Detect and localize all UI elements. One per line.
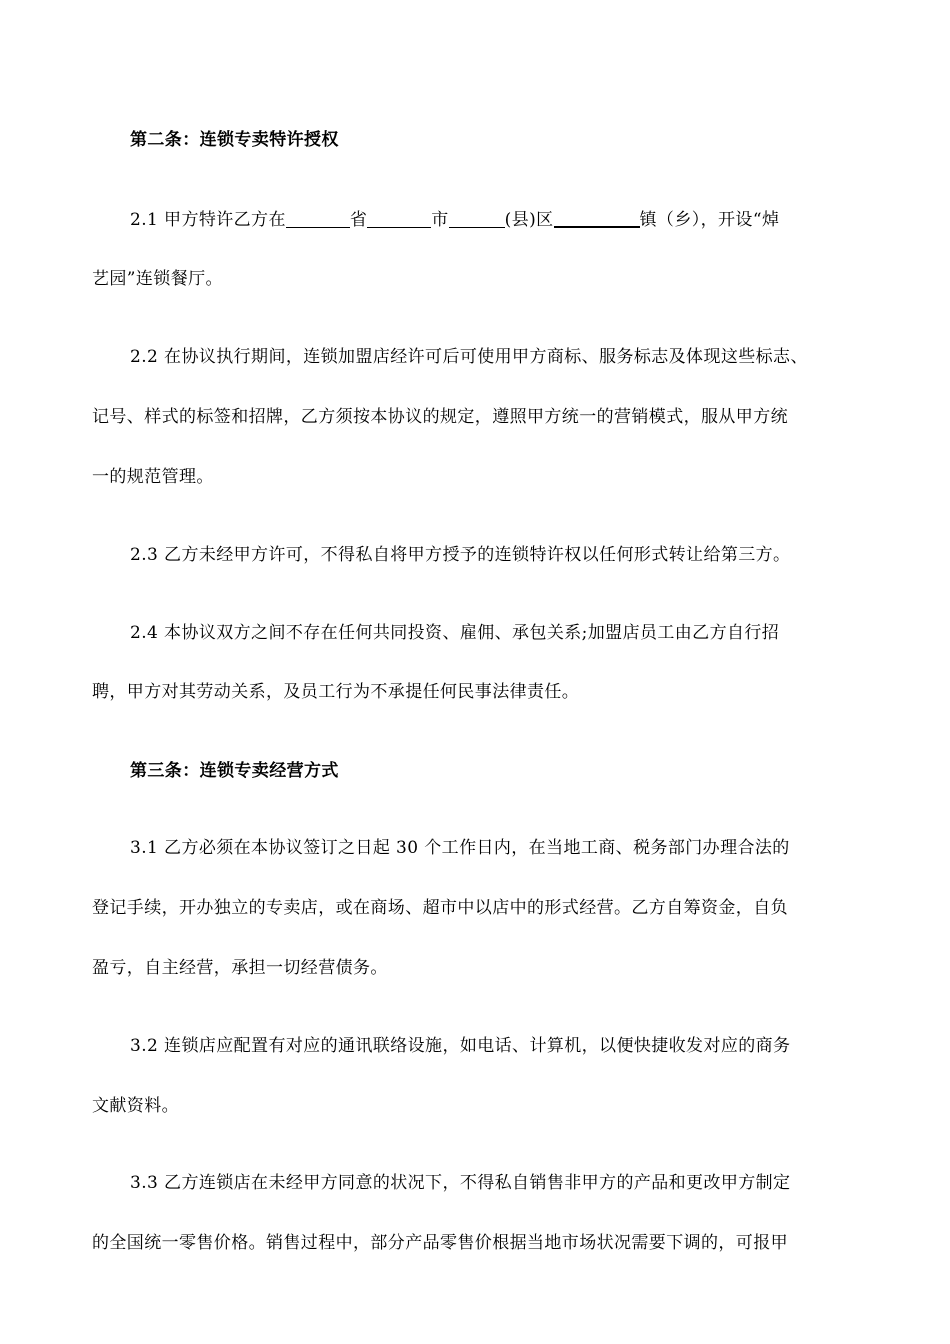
clause-2-1-text-d: (县)区 — [504, 210, 554, 230]
clause-2-2-line-3: 一的规范管理。 — [92, 467, 214, 487]
article-2-heading: 第二条：连锁专卖特许授权 — [130, 130, 339, 150]
clause-2-1-text-a: 2.1 甲方特许乙方在 — [130, 210, 286, 230]
clause-3-3-line-1: 3.3 乙方连锁店在未经甲方同意的状况下，不得私自销售非甲方的产品和更改甲方制定 — [130, 1173, 791, 1193]
clause-2-1-text-c: 市 — [431, 210, 449, 230]
clause-2-4-line-2: 聘，甲方对其劳动关系，及员工行为不承提任何民事法律责任。 — [92, 682, 580, 702]
clause-2-1-text-e: 镇（乡），开设“焯 — [639, 210, 780, 230]
clause-2-4-line-1: 2.4 本协议双方之间不存在任何共同投资、雇佣、承包关系;加盟店员工由乙方自行招 — [130, 623, 780, 643]
clause-2-1-line-2: 艺园”连锁餐厅。 — [92, 269, 223, 289]
clause-3-2-line-1: 3.2 连锁店应配置有对应的通讯联络设施，如电话、计算机，以便快捷收发对应的商务 — [130, 1036, 791, 1056]
province-blank — [286, 210, 350, 228]
clause-3-1-line-1: 3.1 乙方必须在本协议签订之日起 30 个工作日内，在当地工商、税务部门办理合法的 — [130, 838, 790, 858]
county-blank — [449, 210, 505, 228]
clause-2-2-line-1: 2.2 在协议执行期间，连锁加盟店经许可后可使用甲方商标、服务标志及体现这些标志、 — [130, 347, 808, 367]
city-blank — [367, 210, 431, 228]
clause-2-2-line-2: 记号、样式的标签和招牌，乙方须按本协议的规定，遵照甲方统一的营销模式，服从甲方统 — [92, 407, 788, 427]
clause-2-1-text-b: 省 — [349, 210, 368, 230]
town-blank — [554, 209, 640, 228]
clause-3-2-line-2: 文献资料。 — [92, 1096, 179, 1116]
clause-3-1-line-2: 登记手续，开办独立的专卖店，或在商场、超市中以店中的形式经营。乙方自筹资金，自负 — [92, 898, 788, 918]
clause-3-3-line-2: 的全国统一零售价格。销售过程中，部分产品零售价根据当地市场状况需要下调的，可报甲 — [92, 1233, 788, 1253]
clause-2-3-line-1: 2.3 乙方未经甲方许可，不得私自将甲方授予的连锁特许权以任何形式转让给第三方。 — [130, 545, 791, 565]
clause-3-1-line-3: 盈亏，自主经营，承担一切经营债务。 — [92, 958, 388, 978]
article-3-heading: 第三条：连锁专卖经营方式 — [130, 761, 339, 781]
clause-2-1-line-1 — [130, 205, 779, 230]
